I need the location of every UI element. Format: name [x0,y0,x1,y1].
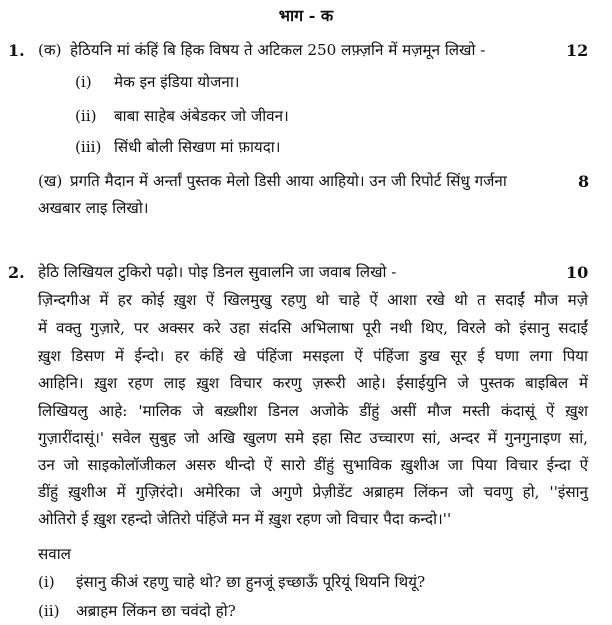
question-2-number: 2. [8,263,25,282]
passage-line: ख़ुश डिसण में ईन्दो। हर कंहिं खे पंहिंजा मसइला ऐं पंहिंजा डुख सूर ई घणा लगा पिया [38,347,588,365]
q1-option-text: मेक इन इंडिया योजना। [114,73,240,91]
q2-subquestion-number: (i) [38,573,55,591]
q1-option-number: (iii) [75,138,102,156]
q2-subquestion-text: अब्राहम लिंकन छा चवंदो हो? [76,602,236,620]
q1-option-text: सिंधी बोली सिखण मां फ़ायदा। [114,138,281,156]
q1-part-a-label: (क) [38,41,62,59]
passage-line: उन जो साइकोलॉजीकल असरु थीन्दो ऐं सारो डींहुं सुभाविक ख़ुशीअ जा पिया विचार ईन्दा ऐं [38,456,588,474]
q2-instruction: हेठि लिखियल टुकिरो पढ़ो। पोइ डिनल सुवालनि जा जवाब लिखो - [38,263,397,281]
passage-line: में वक्तु गुज़ारे, पर अक्सर करे उहा संदसि अभिलाषा पूरी नथी थिए, विरले को इंसानु सदाईं [38,319,588,337]
q2-marks: 10 [566,263,589,282]
passage-line: ज़िन्दगीअ में हर कोई ख़ुश ऐं खिलमुखु रहणु थो चाहे ऐं आशा रखे थो त सदाईं मौज मज़े [38,291,588,309]
passage-line: लिखियलु आहे: 'मालिक जे बख़्शीश डिनल अजोके डींहुं असीं मौज मस्ती कंदासूं ऐं ख़ुश [38,402,588,420]
question-1-number: 1. [8,41,25,60]
q1-part-a-prompt: हेठियनि मां कंहिं बि हिक विषय ते अटिकल 250 लफ़्ज़नि में मज़मून लिखो - [70,41,486,59]
q1-part-b-label: (ख) [38,172,63,190]
q1-part-b-prompt-line2: अखबार लाइ लिखो। [38,199,149,217]
passage-line: डींहुं ख़ुशीअ में गुज़िरंदो। अमेरिका जे अगुणे प्रेज़ीडेंट अब्राहम लिंकन जो चवणु हो, ''इंसानु [38,483,588,501]
questions-heading: सवाल [38,545,71,563]
q2-subquestion-number: (ii) [38,602,60,620]
q1-option-number: (i) [75,73,92,91]
passage-line: आहिनि। ख़ुश रहण लाइ ख़ुश विचार करणु ज़रूरी आहे। ईसाईयुनि जे पुस्तक बाइबिल में [38,374,588,392]
q1-part-b-prompt-line1: प्रगति मैदान में अर्न्तां पुस्तक मेलो डिसी आया आहियो। उन जी रिपोर्ट सिंधु गर्जना [70,172,507,190]
q2-subquestion-text: इंसानु कीअं रहणु चाहे थो? छा हुनजूं इच्छाऊँ पूरियूं थियनि थियूं? [76,573,426,591]
q1-option-text: बाबा साहेब अंबेडकर जो जीवन। [114,107,289,125]
passage-line: गुज़ारींदासूं।' सवेल सुबुह जो अखि खुलण समे इहा सिट उच्चारण सां, अन्दर में गुनगुनाइण सां, [38,429,588,447]
q1-part-a-marks: 12 [566,41,589,60]
q1-option-number: (ii) [75,107,97,125]
section-title: भाग - क [278,6,334,25]
passage-line: ओतिरो ई ख़ुश रहन्दो जेतिरो पंहिंजे मन में ख़ुश रहण जो विचार पैदा कन्दो।'' [38,510,452,528]
q1-part-b-marks: 8 [578,172,590,191]
